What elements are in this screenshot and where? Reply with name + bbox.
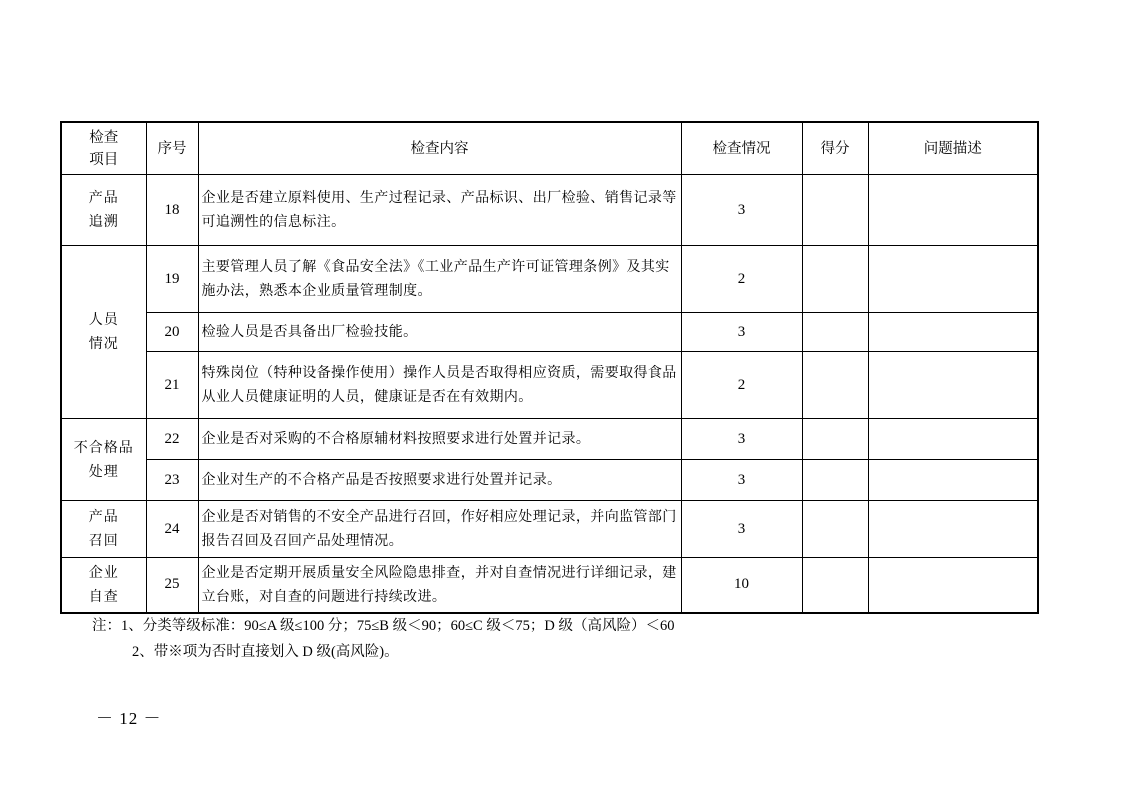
table-row xyxy=(61,419,1038,460)
header-number: 序号 xyxy=(146,122,198,175)
score-cell[interactable] xyxy=(802,460,868,501)
category-line2: 召回 xyxy=(88,533,119,549)
table-row xyxy=(61,313,1038,352)
table-row xyxy=(61,558,1038,613)
score-cell[interactable] xyxy=(802,175,868,246)
category-line2: 追溯 xyxy=(88,214,119,230)
table-row xyxy=(61,246,1038,313)
table-row xyxy=(61,352,1038,419)
row-number: 25 xyxy=(146,558,198,613)
row-number: 18 xyxy=(146,175,198,246)
row-content: 企业是否对销售的不安全产品进行召回，作好相应处理记录，并向监管部门报告召回及召回产品处理情况。 xyxy=(198,501,681,558)
row-content: 企业是否建立原料使用、生产过程记录、产品标识、出厂检验、销售记录等可追溯性的信息标注。 xyxy=(198,175,681,246)
table-row xyxy=(61,175,1038,246)
inspection-table xyxy=(60,121,1039,614)
row-points: 3 xyxy=(681,460,802,501)
score-cell[interactable] xyxy=(802,558,868,613)
header-score: 得分 xyxy=(802,122,868,175)
category-line2: 自查 xyxy=(88,588,119,605)
header-category xyxy=(61,122,146,175)
row-content: 企业对生产的不合格产品是否按照要求进行处置并记录。 xyxy=(198,460,681,501)
issue-cell[interactable] xyxy=(868,313,1038,352)
row-number: 19 xyxy=(146,246,198,313)
row-content: 特殊岗位（特种设备操作使用）操作人员是否取得相应资质，需要取得食品从业人员健康证明的人员，健康证是否在有效期内。 xyxy=(198,352,681,419)
category-line1: 不合格品 xyxy=(73,439,134,456)
row-number: 24 xyxy=(146,501,198,558)
row-points: 2 xyxy=(681,246,802,313)
score-cell[interactable] xyxy=(802,501,868,558)
category-cell xyxy=(61,175,146,246)
category-line1: 企业 xyxy=(88,564,119,581)
row-content: 主要管理人员了解《食品安全法》《工业产品生产许可证管理条例》及其实施办法，熟悉本企业质量管理制度。 xyxy=(198,246,681,313)
table-header-row xyxy=(61,122,1038,175)
category-cell xyxy=(61,419,146,501)
issue-cell[interactable] xyxy=(868,558,1038,613)
issue-cell[interactable] xyxy=(868,501,1038,558)
issue-cell[interactable] xyxy=(868,175,1038,246)
note-line-1: 注：1、分类等级标准：90≤A 级≤100 分；75≤B 级＜90；60≤C 级＜75；D 级（高风险）＜60 xyxy=(92,618,675,634)
category-cell xyxy=(61,501,146,558)
page-number: － 12 － xyxy=(96,709,162,728)
category-line2: 情况 xyxy=(88,336,119,352)
score-cell[interactable] xyxy=(802,419,868,460)
category-line2: 处理 xyxy=(88,463,119,480)
row-number: 20 xyxy=(146,313,198,352)
note-line-2: 2、带※项为否时直接划入 D 级(高风险)。 xyxy=(132,644,399,660)
table-row xyxy=(61,501,1038,558)
score-cell[interactable] xyxy=(802,352,868,419)
header-content: 检查内容 xyxy=(198,122,681,175)
category-line1: 产品 xyxy=(88,509,119,525)
score-cell[interactable] xyxy=(802,246,868,313)
row-number: 21 xyxy=(146,352,198,419)
issue-cell[interactable] xyxy=(868,419,1038,460)
row-number: 22 xyxy=(146,419,198,460)
category-line1: 人员 xyxy=(88,312,119,328)
row-points: 3 xyxy=(681,313,802,352)
category-line1: 产品 xyxy=(88,190,119,206)
row-points: 3 xyxy=(681,501,802,558)
row-points: 10 xyxy=(681,558,802,613)
category-cell xyxy=(61,246,146,419)
category-cell xyxy=(61,558,146,613)
issue-cell[interactable] xyxy=(868,460,1038,501)
row-content: 企业是否对采购的不合格原辅材料按照要求进行处置并记录。 xyxy=(198,419,681,460)
row-points: 3 xyxy=(681,419,802,460)
row-number: 23 xyxy=(146,460,198,501)
issue-cell[interactable] xyxy=(868,246,1038,313)
header-category-line2: 项目 xyxy=(89,151,119,168)
row-points: 2 xyxy=(681,352,802,419)
score-cell[interactable] xyxy=(802,313,868,352)
row-content: 企业是否定期开展质量安全风险隐患排查，并对自查情况进行详细记录，建立台账，对自查的问题进行持续改进。 xyxy=(198,558,681,613)
issue-cell[interactable] xyxy=(868,352,1038,419)
notes-block xyxy=(92,613,674,665)
row-content: 检验人员是否具备出厂检验技能。 xyxy=(198,313,681,352)
header-situation: 检查情况 xyxy=(681,122,802,175)
table-row xyxy=(61,460,1038,501)
row-points: 3 xyxy=(681,175,802,246)
header-category-line1: 检查 xyxy=(89,129,119,146)
header-issue: 问题描述 xyxy=(868,122,1038,175)
